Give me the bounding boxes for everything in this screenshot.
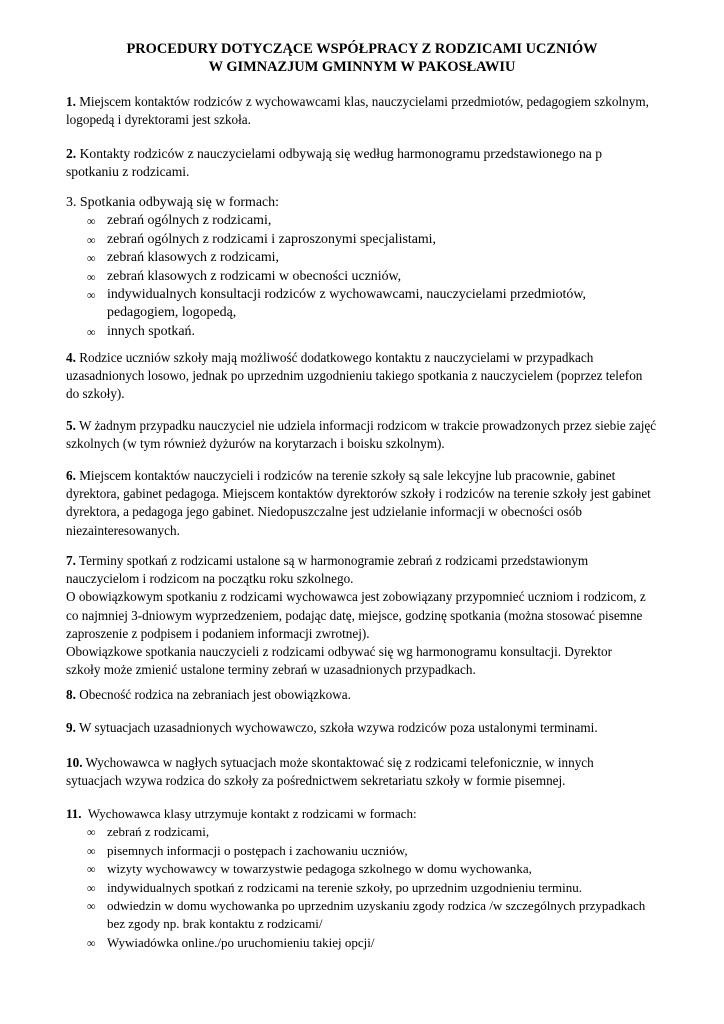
bullet-icon: ∞ [87, 935, 96, 950]
list-item: ∞ pisemnych informacji o postępach i zachowaniu uczniów, [66, 842, 666, 860]
bullet-icon: ∞ [87, 269, 96, 284]
title-line-1: PROCEDURY DOTYCZĄCE WSPÓŁPRACY Z RODZICAMI UCZNIÓW [126, 41, 598, 57]
list-item-continuation: pedagogiem, logopedą, [107, 305, 237, 321]
section-number: 1. [66, 94, 76, 109]
forms-list [66, 212, 666, 341]
section-text: W żadnym przypadku nauczyciel nie udziela informacji rodzicom w trakcie prowadzonych przez siebie zajęć [78, 418, 657, 433]
section-text: niezainteresowanych. [66, 522, 180, 538]
bullet-icon: ∞ [87, 880, 96, 895]
bullet-icon: ∞ [87, 288, 96, 303]
section-text: Miejscem kontaktów rodziców z wychowawcami klas, nauczycielami przedmiotów, pedagogiem szkolnym, [79, 94, 649, 109]
list-item: ∞ zebrań ogólnych z rodzicami i zaproszonymi specjalistami, [66, 231, 666, 249]
bullet-icon: ∞ [87, 899, 96, 914]
section-text: dyrektora, a pedagoga jego gabinet. Niedopuszczalne jest udzielanie informacji w obecności osób [66, 504, 582, 520]
list-item: ∞ indywidualnych konsultacji rodziców z wychowawcami, nauczycielami przedmiotów, [66, 286, 666, 304]
section-number: 7. [66, 553, 76, 568]
section-number: 4. [66, 350, 76, 365]
section-11 [66, 805, 666, 952]
section-intro: Wychowawca klasy utrzymuje kontakt z rodzicami w formach: [87, 806, 417, 821]
list-item: ∞ innych spotkań. [66, 323, 666, 341]
section-number: 11. [66, 806, 82, 821]
section-text: W sytuacjach uzasadnionych wychowawczo, szkoła wzywa rodziców poza ustalonymi terminami. [78, 720, 598, 735]
section-number: 3. [66, 195, 77, 210]
bullet-icon: ∞ [87, 214, 96, 229]
section-number: 10. [66, 755, 83, 770]
list-item: ∞ Wywiadówka online./po uruchomieniu takiej opcji/ [66, 934, 666, 952]
section-text: Rodzice uczniów szkoły mają możliwość dodatkowego kontaktu z nauczycielami w przypadkach [79, 350, 594, 365]
section-text: szkolnych (w tym również dyżurów na korytarzach i boisku szkolnym). [66, 436, 445, 452]
list-item: ∞ indywidualnych spotkań z rodzicami na terenie szkoły, po uprzednim uzgodnieniu terminu. [66, 879, 666, 897]
section-intro: Spotkania odbywają się w formach: [79, 195, 279, 210]
section-text: sytuacjach wzywa rodzica do szkoły za pośrednictwem sekretariatu szkoły w formie pisemnej. [66, 773, 566, 789]
section-text: Miejscem kontaktów nauczycieli i rodziców na terenie szkoły są sale lekcyjne lub pracownie, gabinet [79, 468, 616, 483]
section-text: szkoły może zmienić ustalone terminy zebrań w uzasadnionych przypadkach. [66, 662, 476, 678]
section-text: nauczycielom i rodzicom na początku roku szkolnego. [66, 571, 354, 587]
section-text: zaproszenie z podpisem i podaniem informacji zwrotnej). [66, 625, 370, 641]
section-text: Wychowawca w nagłych sytuacjach może skontaktować się z rodzicami telefonicznie, w innych [85, 755, 594, 770]
list-item: ∞ zebrań klasowych z rodzicami, [66, 249, 666, 267]
section-text: Obecność rodzica na zebraniach jest obowiązkowa. [79, 687, 351, 702]
bullet-icon: ∞ [87, 324, 96, 339]
section-number: 2. [66, 146, 77, 161]
section-10 [66, 754, 666, 790]
bullet-icon: ∞ [87, 232, 96, 247]
section-text: dyrektora, gabinet pedagoga. Miejscem kontaktów dyrektorów szkoły i rodziców na terenie szkoły jest gabinet [66, 486, 651, 502]
list-item: ∞ odwiedzin w domu wychowanka po uprzednim uzyskaniu zgody rodzica /w szczególnych przypadkach [66, 897, 666, 915]
section-text: logopedą i dyrektorami jest szkoła. [66, 112, 251, 128]
section-text: uzasadnionych losowo, jednak po uprzednim uzgodnieniu takiego spotkania z nauczycielem (poprzez telefon [66, 368, 643, 384]
section-text: O obowiązkowym spotkaniu z rodzicami wychowawca jest zobowiązany przypomnieć uczniom i rodzicom, z [66, 589, 646, 605]
section-text: co najmniej 3-dniowym wyprzedzeniem, podając datę, miejsce, godzinę spotkania (można stosować pisemne [66, 607, 643, 623]
contact-forms-list [66, 823, 666, 952]
title-line-2: W GIMNAZJUM GMINNYM W PAKOSŁAWIU [208, 59, 516, 75]
section-text: do szkoły). [66, 386, 125, 402]
bullet-icon: ∞ [87, 825, 96, 840]
section-number: 9. [66, 720, 76, 735]
section-text: Terminy spotkań z rodzicami ustalone są w harmonogramie zebrań z rodzicami przedstawionym [78, 553, 589, 568]
document-title [0, 40, 724, 76]
section-7 [66, 552, 666, 679]
section-8 [66, 686, 666, 704]
list-item: ∞ zebrań z rodzicami, [66, 823, 666, 841]
list-item: ∞ zebrań klasowych z rodzicami w obecności uczniów, [66, 268, 666, 286]
section-number: 6. [66, 468, 76, 483]
section-number: 5. [66, 418, 76, 433]
section-number: 8. [66, 687, 76, 702]
section-4 [66, 349, 666, 404]
section-1 [66, 93, 666, 129]
bullet-icon: ∞ [87, 843, 96, 858]
section-text: Kontakty rodziców z nauczycielami odbywają się według harmonogramu przedstawionego na p [79, 146, 603, 161]
section-9 [66, 719, 666, 737]
section-5 [66, 417, 666, 453]
section-3 [66, 194, 666, 341]
section-6 [66, 467, 666, 540]
list-item: ∞ wizyty wychowawcy w towarzystwie pedagoga szkolnego w domu wychowanka, [66, 860, 666, 878]
bullet-icon: ∞ [87, 251, 96, 266]
list-item: ∞ zebrań ogólnych z rodzicami, [66, 212, 666, 230]
section-text: spotkaniu z rodzicami. [66, 164, 190, 180]
section-2 [66, 145, 666, 181]
list-item-continuation: bez zgody np. brak kontaktu z rodzicami/ [107, 916, 323, 932]
bullet-icon: ∞ [87, 862, 96, 877]
section-text: Obowiązkowe spotkania nauczycieli z rodzicami odbywać się wg harmonogramu konsultacji. Dyrektor [66, 644, 613, 660]
